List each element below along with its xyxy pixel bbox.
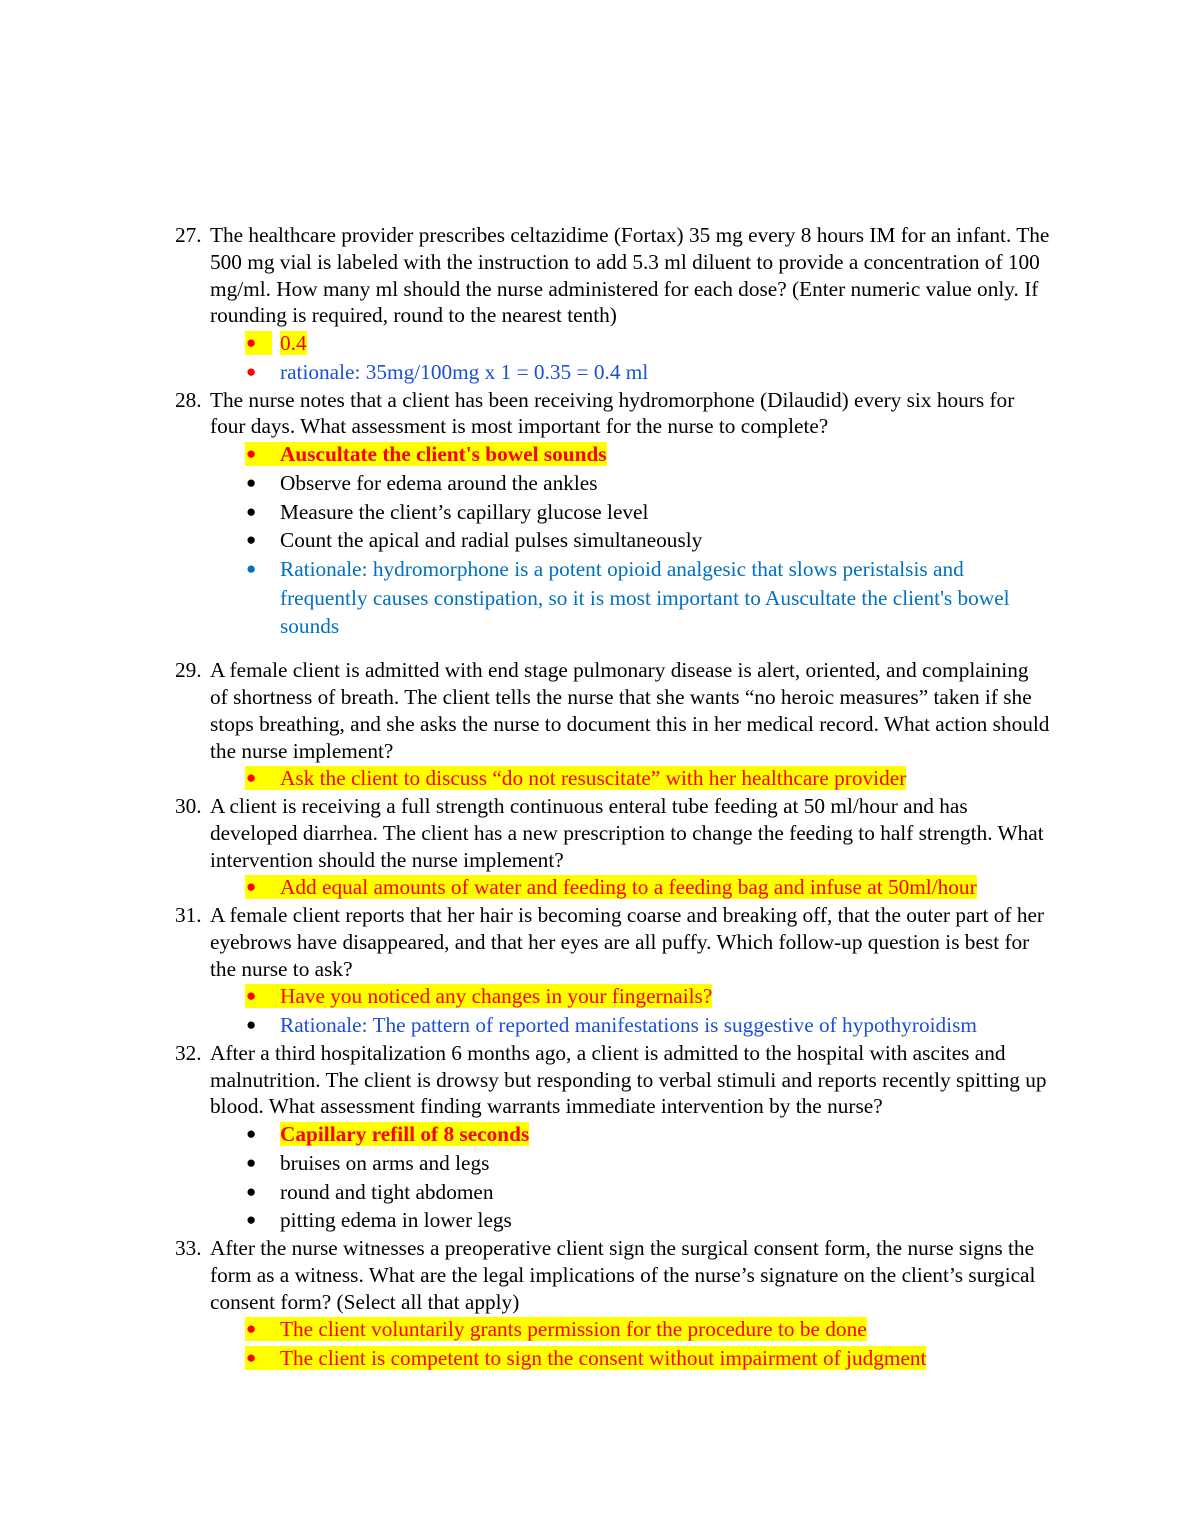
option-text: The client is competent to sign the consent without impairment of judgment (280, 1346, 927, 1371)
option-text: Rationale: hydromorphone is a potent opioid analgesic that slows peristalsis and frequently causes constipation, so it is most important to Auscultate the client's bowel sounds (280, 557, 1010, 639)
answer-option (0, 1149, 1050, 1178)
bullet-icon: ● (246, 1181, 257, 1201)
question-number: 29. (175, 658, 202, 683)
question-text: A female client is admitted with end stage pulmonary disease is alert, oriented, and complaining of shortness of breath. The client tells the nurse that she wants “no heroic measures” taken if she stops breathing, and she asks the nurse to document this in her medical record. What action should the nurse implement? (210, 658, 1050, 763)
option-text: round and tight abdomen (280, 1179, 494, 1204)
bullet-icon: ● (246, 530, 257, 550)
bullet-icon: ● (246, 501, 257, 521)
question-33 (0, 1235, 1050, 1315)
bullet-icon: ● (246, 986, 257, 1006)
bullet-icon: ● (246, 1210, 257, 1230)
option-text: pitting edema in lower legs (280, 1208, 512, 1233)
question-number: 31. (175, 903, 202, 928)
option-text: Capillary refill of 8 seconds (280, 1122, 530, 1147)
question-number: 33. (175, 1236, 202, 1261)
option-text: The client voluntarily grants permission for the procedure to be done (280, 1317, 867, 1342)
question-32 (0, 1040, 1050, 1120)
correct-answer-item (0, 1344, 1050, 1373)
question-text: After a third hospitalization 6 months ago, a client is admitted to the hospital with ascites and malnutrition. The client is drowsy but responding to verbal stimuli and reports recently spitting up blood. What assessment finding warrants immediate intervention by the nurse? (210, 1040, 1047, 1119)
bullet-icon: ● (246, 559, 257, 578)
bullet-icon: ● (246, 361, 257, 381)
question-number: 28. (175, 387, 202, 412)
correct-answer-item (0, 440, 1050, 469)
rationale-item (0, 555, 1050, 641)
question-text: The healthcare provider prescribes celtazidime (Fortax) 35 mg every 8 hours IM for an infant. The 500 mg vial is labeled with the instruction to add 5.3 ml diluent to provide a concentration of 100 mg/ml. How many ml should the nurse administered for each dose? (Enter numeric value only. If rounding is required, round to the nearest tenth) (210, 223, 1050, 328)
question-30 (0, 793, 1050, 873)
question-27 (0, 222, 1050, 329)
bullet-icon: ● (246, 1348, 257, 1368)
option-text: Ask the client to discuss “do not resuscitate” with her healthcare provider (280, 766, 907, 791)
bullet-icon: ● (246, 472, 257, 492)
document-page (0, 222, 1190, 1373)
option-text: Observe for edema around the ankles (280, 470, 598, 495)
option-text: 0.4 (280, 331, 307, 356)
correct-answer-item (0, 1315, 1050, 1344)
bullet-icon: ● (246, 1319, 257, 1339)
answer-option (0, 1178, 1050, 1207)
rationale-item (0, 1011, 1050, 1040)
option-text: Rationale: The pattern of reported manifestations is suggestive of hypothyroidism (280, 1013, 977, 1038)
option-text: rationale: 35mg/100mg x 1 = 0.35 = 0.4 ml (280, 359, 649, 384)
option-text: bruises on arms and legs (280, 1150, 490, 1175)
question-28 (0, 387, 1050, 441)
answer-option (0, 1206, 1050, 1235)
question-number: 32. (175, 1040, 202, 1065)
question-text: A female client reports that her hair is becoming coarse and breaking off, that the outer part of her eyebrows have disappeared, and that her eyes are all puffy. Which follow-up question is best for the nurse to ask? (210, 903, 1045, 981)
bullet-icon: ● (246, 1015, 257, 1035)
answer-option (0, 526, 1050, 555)
question-29 (0, 657, 1050, 764)
question-text: After the nurse witnesses a preoperative client sign the surgical consent form, the nurse signs the form as a witness. What are the legal implications of the nurse’s signature on the client’s surgical consent form? (Select all that apply) (210, 1236, 1036, 1314)
answer-option (0, 469, 1050, 498)
question-31 (0, 902, 1050, 982)
question-text: A client is receiving a full strength continuous enteral tube feeding at 50 ml/hour and has developed diarrhea. The client has a new prescription to change the feeding to half strength. What intervention should the nurse implement? (210, 794, 1044, 872)
correct-answer-item (0, 873, 1050, 902)
bullet-icon: ● (246, 1124, 257, 1144)
bullet-icon: ● (246, 877, 257, 897)
rationale-item (0, 358, 1050, 387)
option-text: Have you noticed any changes in your fingernails? (280, 984, 713, 1009)
option-text: Count the apical and radial pulses simultaneously (280, 528, 703, 553)
question-number: 27. (175, 223, 202, 247)
bullet-icon: ● (246, 1152, 257, 1172)
bullet-icon: ● (246, 444, 257, 464)
bullet-icon: ● (246, 333, 257, 353)
correct-answer-item (0, 1120, 1050, 1149)
correct-answer-item (0, 982, 1050, 1011)
correct-answer-item (0, 764, 1050, 793)
option-text: Add equal amounts of water and feeding to a feeding bag and infuse at 50ml/hour (280, 875, 977, 900)
bullet-icon: ● (246, 768, 257, 788)
option-text: Measure the client’s capillary glucose level (280, 499, 649, 524)
answer-option (0, 498, 1050, 527)
question-text: The nurse notes that a client has been receiving hydromorphone (Dilaudid) every six hours for four days. What assessment is most important for the nurse to complete? (210, 387, 1015, 439)
option-text: Auscultate the client's bowel sounds (280, 442, 607, 467)
correct-answer-item (0, 329, 1050, 358)
question-number: 30. (175, 794, 202, 818)
